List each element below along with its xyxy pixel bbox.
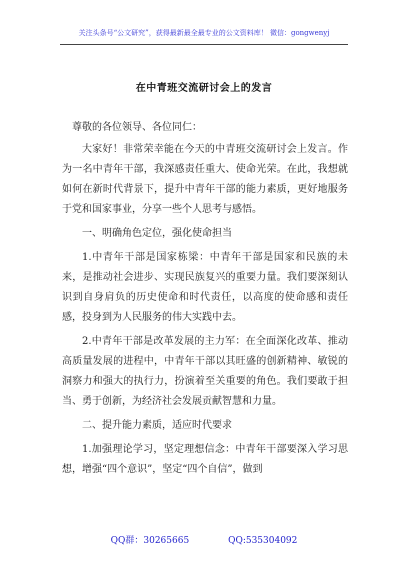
paragraph-2-1: 1.加强理论学习，坚定理想信念：中青年干部要深入学习思想，增强“四个意识”，坚定“四个自信”，做到 (62, 444, 348, 475)
document-title: 在中青班交流研讨会上的发言 (135, 83, 273, 94)
document-body (62, 118, 348, 484)
paragraph-1-1: 1.中青年干部是国家栋梁：中青年干部是国家和民族的未来，是推动社会进步、实现民族复兴的重要力量。我们要深刻认识到自身肩负的历史使命和时代责任，以高度的使命感和责任感，投身到为人民服务的伟大实践中去。 (62, 252, 348, 323)
paragraph-1-2: 2.中青年干部是改革发展的主力军：在全面深化改革、推动高质量发展的进程中，中青年干部以其旺盛的创新精神、敏锐的洞察力和强大的执行力，扮演着至关重要的角色。我们要敢于担当、勇于创新，为经济社会发展贡献智慧和力量。 (62, 336, 348, 407)
section-heading-2: 二、提升能力素质，适应时代要求 (82, 420, 232, 431)
qq-text: QQ:535304092 (228, 536, 298, 546)
qq-group-text: QQ群：30265665 (110, 536, 190, 546)
salutation: 尊敬的各位领导、各位同仁： (72, 122, 202, 133)
section-heading-1: 一、明确角色定位，强化使命担当 (82, 228, 232, 239)
footer-contact (0, 533, 408, 546)
header-divider (60, 44, 348, 45)
paragraph-intro: 大家好！非常荣幸能在今天的中青班交流研讨会上发言。作为一名中青年干部，我深感责任重大、使命光荣。在此，我想就如何在新时代背景下，提升中青年干部的能力素质，更好地服务于党和国家事业，分享一些个人思考与感悟。 (62, 144, 348, 215)
header-notice: 关注头条号“公文研究”，获得最新最全最专业的公文资料库！ 微信：gongwenyj (78, 29, 330, 37)
